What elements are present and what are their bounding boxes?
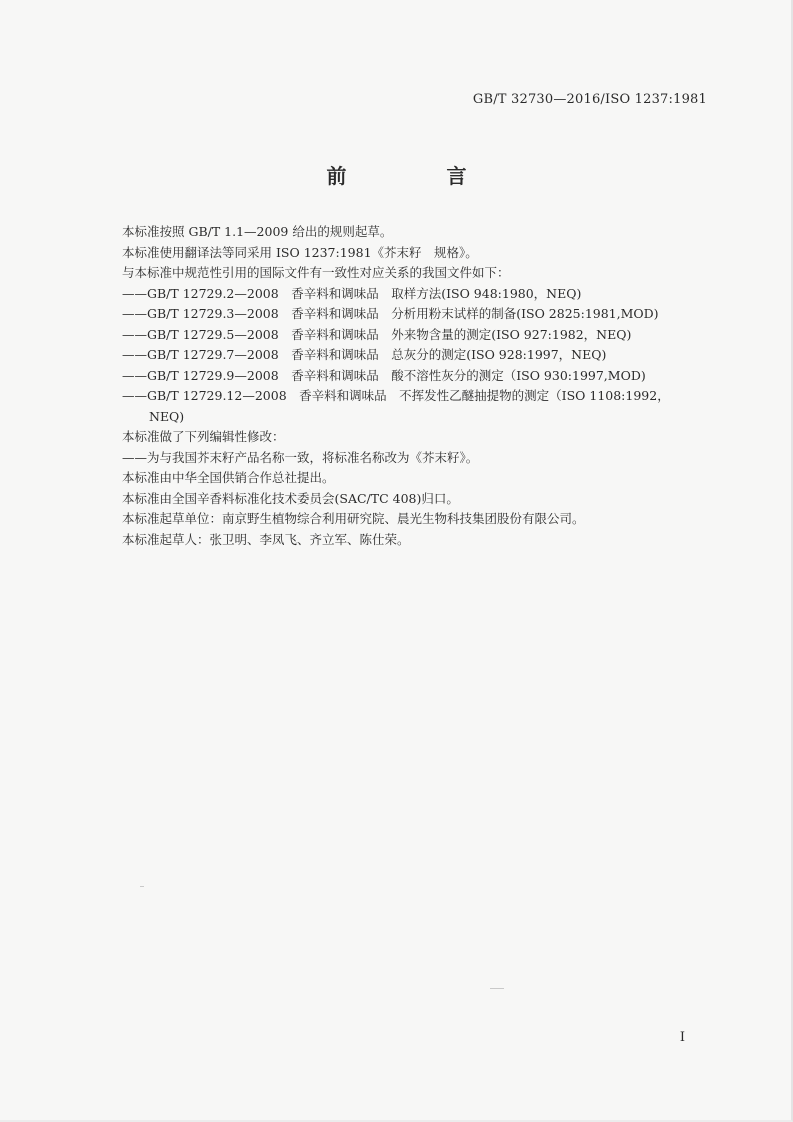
paragraph: 与本标准中规范性引用的国际文件有一致性对应关系的我国文件如下：: [122, 265, 510, 280]
scan-speck: [140, 886, 144, 887]
reference-item: ——GB/T 12729.5—2008 香辛料和调味品 外来物含量的测定(ISO 927:1982，NEQ): [122, 326, 632, 342]
scan-speck: [490, 988, 504, 989]
paragraph: 本标准做了下列编辑性修改：: [122, 429, 285, 444]
paragraph: 本标准由全国辛香料标准化技术委员会(SAC/TC 408)归口。: [122, 490, 459, 506]
reference-item: ——GB/T 12729.7—2008 香辛料和调味品 总灰分的测定(ISO 928:1997，NEQ): [122, 347, 607, 362]
paragraph: 本标准使用翻译法等同采用 ISO 1237:1981《芥末籽 规格》。: [122, 244, 478, 260]
page-title: 前 言: [326, 164, 507, 188]
reference-item: ——GB/T 12729.12—2008 香辛料和调味品 不挥发性乙醚抽提物的测定（ISO 1108:1992，: [122, 388, 670, 403]
foreword-body: [122, 222, 722, 550]
page-number: I: [679, 1030, 685, 1045]
modification-item: ——为与我国芥末籽产品名称一致，将标准名称改为《芥末籽》。: [122, 449, 479, 465]
paragraph: 本标准由中华全国供销合作总社提出。: [122, 470, 335, 485]
paragraph: 本标准起草人：张卫明、李凤飞、齐立军、陈仕荣。: [122, 531, 410, 547]
paragraph: 本标准起草单位：南京野生植物综合利用研究院、晨光生物科技集团股份有限公司。: [122, 511, 585, 526]
standard-code: GB/T 32730—2016/ISO 1237:1981: [472, 92, 707, 107]
reference-item: ——GB/T 12729.9—2008 香辛料和调味品 酸不溶性灰分的测定（ISO 930:1997,MOD): [122, 367, 646, 383]
reference-item: ——GB/T 12729.2—2008 香辛料和调味品 取样方法(ISO 948:1980，NEQ): [122, 285, 582, 301]
paragraph: 本标准按照 GB/T 1.1—2009 给出的规则起草。: [122, 224, 393, 239]
reference-item-continuation: NEQ): [149, 408, 185, 424]
reference-item: ——GB/T 12729.3—2008 香辛料和调味品 分析用粉末试样的制备(ISO 2825:1981,MOD): [122, 306, 659, 321]
